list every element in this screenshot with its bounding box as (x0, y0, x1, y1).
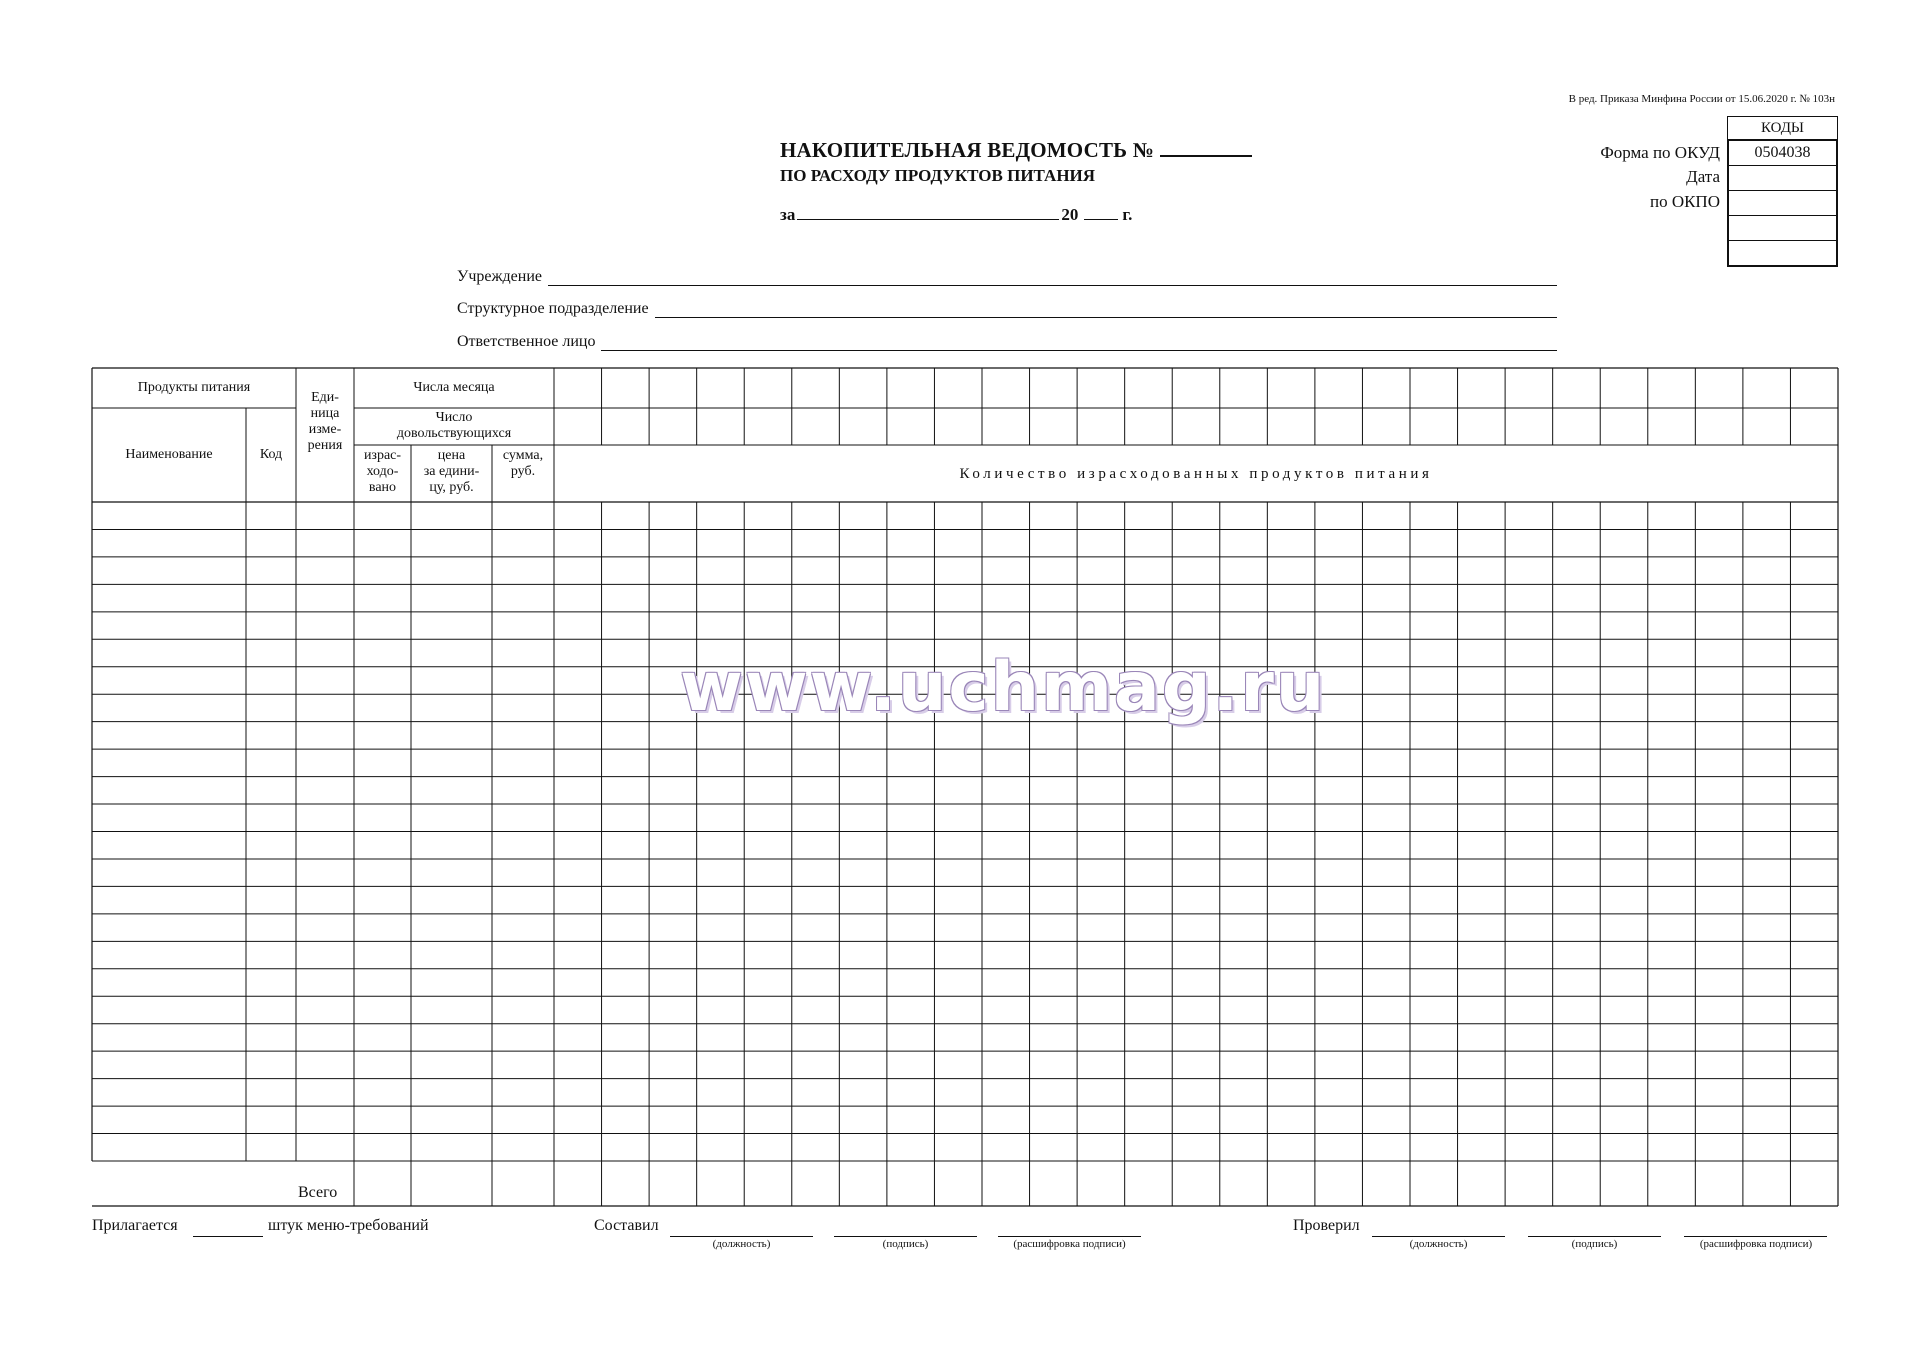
total-label: Всего (298, 1184, 338, 1201)
consumers-header-line: Число (435, 410, 473, 425)
unit-header-line: ница (310, 406, 340, 421)
compiled-label: Составил (594, 1217, 659, 1234)
consumers-header (354, 410, 554, 442)
period-year-suffix: г. (1122, 205, 1133, 224)
attached-count-blank[interactable] (193, 1220, 263, 1237)
price-header-line: за едини- (423, 464, 480, 479)
price-header-line: цу, руб. (429, 480, 474, 495)
code-header: Код (259, 447, 283, 462)
checked-signature-line[interactable] (1528, 1220, 1661, 1237)
name-header: Наименование (125, 447, 213, 462)
unit-header-line: изме- (308, 422, 342, 437)
legal-reference-note: В ред. Приказа Минфина России от 15.06.2020 г. № 103н (1568, 93, 1835, 105)
products-header: Продукты питания (137, 380, 251, 395)
checked-label: Проверил (1293, 1217, 1360, 1234)
price-header (411, 448, 492, 496)
unit-header-line: рения (307, 438, 343, 453)
checked-position-caption: (должность) (1409, 1238, 1468, 1250)
okpo-label: по ОКПО (1649, 192, 1720, 211)
period-prefix: за (780, 205, 796, 224)
okud-code-cell: 0504038 (1729, 141, 1836, 166)
document-title-text: НАКОПИТЕЛЬНАЯ ВЕДОМОСТЬ № (780, 138, 1155, 162)
codes-header: КОДЫ (1727, 116, 1838, 139)
attached-suffix: штук меню-требований (268, 1217, 429, 1234)
checked-decoding-caption: (расшифровка подписи) (1699, 1238, 1813, 1250)
unit-header (296, 390, 354, 454)
days-header: Числа месяца (413, 380, 495, 395)
date-label: Дата (1686, 167, 1720, 186)
spent-header (354, 448, 411, 496)
spent-header-line: ходо- (366, 464, 399, 479)
attached-prefix: Прилагается (92, 1217, 178, 1234)
responsible-label: Ответственное лицо (457, 333, 596, 350)
price-header-line: цена (437, 448, 466, 463)
department-label: Структурное подразделение (457, 300, 649, 317)
checked-position-line[interactable] (1372, 1220, 1505, 1237)
checked-decoding-line[interactable] (1684, 1220, 1827, 1237)
watermark: www.uchmag.ru (680, 648, 1327, 727)
sum-header (492, 448, 554, 480)
spent-header-line: вано (368, 480, 397, 495)
sum-header-line: руб. (510, 464, 536, 479)
checked-signature-caption: (подпись) (1571, 1238, 1618, 1250)
document-subtitle: ПО РАСХОДУ ПРОДУКТОВ ПИТАНИЯ (780, 166, 1096, 185)
compiled-decoding-caption: (расшифровка подписи) (1013, 1238, 1126, 1250)
compiled-position-caption: (должность) (712, 1238, 771, 1250)
compiled-position-line[interactable] (670, 1220, 813, 1237)
period-year-prefix: 20 (1061, 205, 1079, 224)
compiled-decoding-line[interactable] (998, 1220, 1141, 1237)
unit-header-line: Еди- (311, 390, 339, 405)
spent-header-line: израс- (363, 448, 402, 463)
consumers-header-line: довольствующихся (396, 426, 512, 441)
sum-header-line: сумма, (502, 448, 544, 463)
institution-label: Учреждение (457, 268, 542, 285)
quantity-header: Количество израсходованных продуктов питания (959, 466, 1433, 482)
compiled-signature-line[interactable] (834, 1220, 977, 1237)
okud-label: Форма по ОКУД (1600, 143, 1720, 162)
compiled-signature-caption: (подпись) (882, 1238, 929, 1250)
